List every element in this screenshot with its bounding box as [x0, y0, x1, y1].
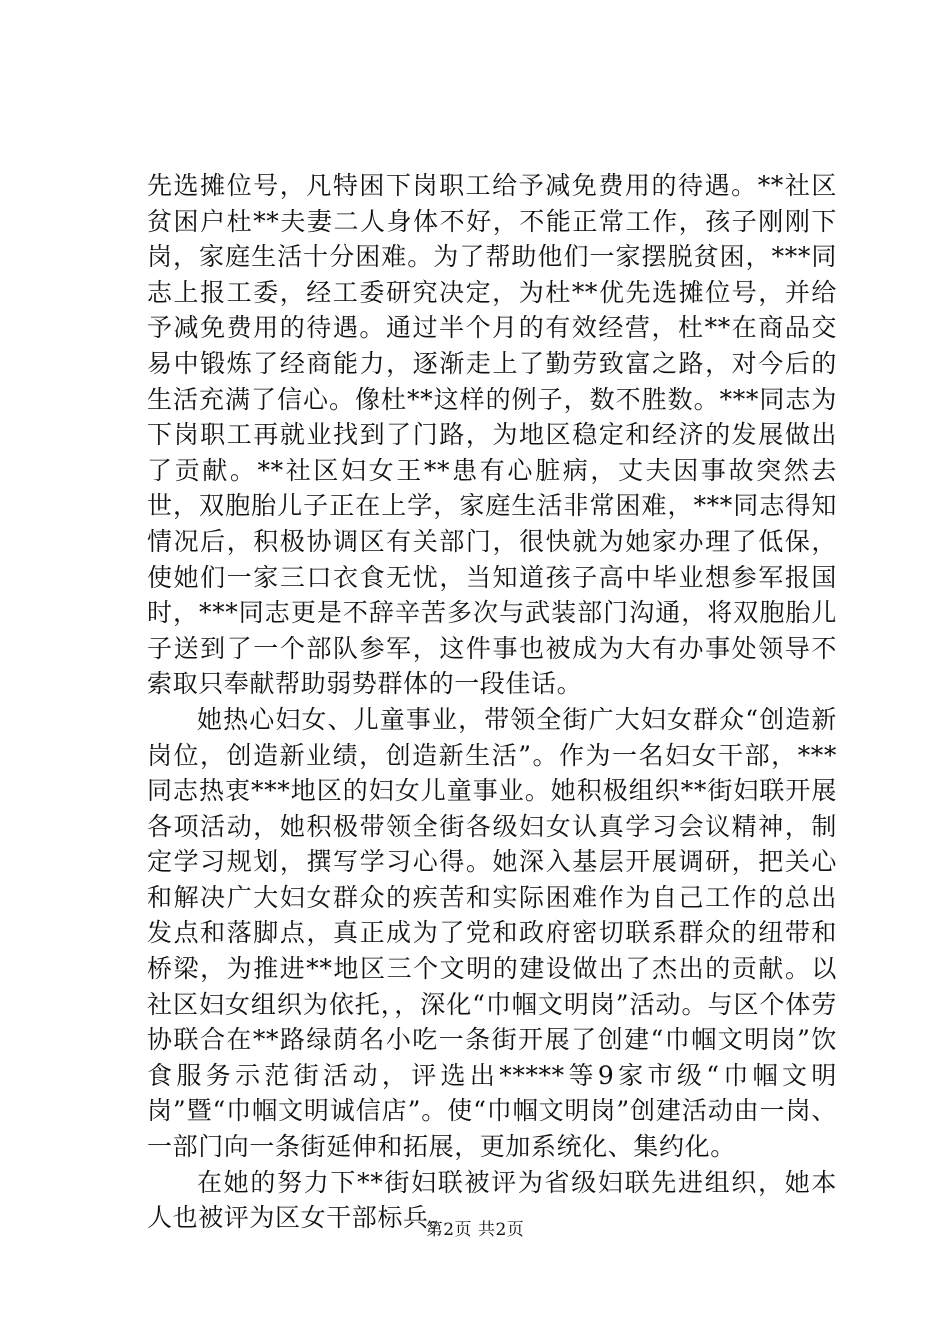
document-body — [147, 168, 837, 1236]
page-number-footer: 第2页 共2页 — [425, 1220, 525, 1240]
paragraph-1: 先选摊位号，凡特困下岗职工给予减免费用的待遇。**社区贫困户杜**夫妻二人身体不好，不能正常工作，孩子刚刚下岗，家庭生活十分困难。为了帮助他们一家摆脱贫困，***同志上报工委，经工委研究决定，为杜**优先选摊位号，并给予减免费用的待遇。通过半个月的有效经营，杜**在商品交易中锻炼了经商能力，逐渐走上了勤劳致富之路，对今后的生活充满了信心。像杜**这样的例子，数不胜数。***同志为下岗职工再就业找到了门路，为地区稳定和经济的发展做出了贡献。**社区妇女王**患有心脏病，丈夫因事故突然去世，双胞胎儿子正在上学，家庭生活非常困难，***同志得知情况后，积极协调区有关部门，很快就为她家办理了低保，使她们一家三口衣食无忧，当知道孩子高中毕业想参军报国时，***同志更是不辞辛苦多次与武装部门沟通，将双胞胎儿子送到了一个部队参军，这件事也被成为大有办事处领导不索取只奉献帮助弱势群体的一段佳话。 — [147, 171, 837, 699]
paragraph-2: 她热心妇女、儿童事业，带领全街广大妇女群众“创造新岗位，创造新业绩，创造新生活”。作为一名妇女干部，***同志热衷***地区的妇女儿童事业。她积极组织**街妇联开展各项活动，她积极带领全街各级妇女认真学习会议精神，制定学习规划，撰写学习心得。她深入基层开展调研，把关心和解决广大妇女群众的疾苦和实际困难作为自己工作的总出发点和落脚点，真正成为了党和政府密切联系群众的纽带和桥梁，为推进**地区三个文明的建设做出了杰出的贡献。以社区妇女组织为依托，，深化“巾帼文明岗”活动。与区个体劳协联合在**路绿荫名小吃一条街开展了创建“巾帼文明岗”饮食服务示范街活动，评选出*****等9家市级“巾帼文明岗”暨“巾帼文明诚信店”。使“巾帼文明岗”创建活动由一岗、一部门向一条街延伸和拓展，更加系统化、集约化。 — [147, 704, 837, 1162]
paragraph-3: 在她的努力下**街妇联被评为省级妇联先进组织，她本人也被评为区女干部标兵。 — [147, 1167, 837, 1233]
